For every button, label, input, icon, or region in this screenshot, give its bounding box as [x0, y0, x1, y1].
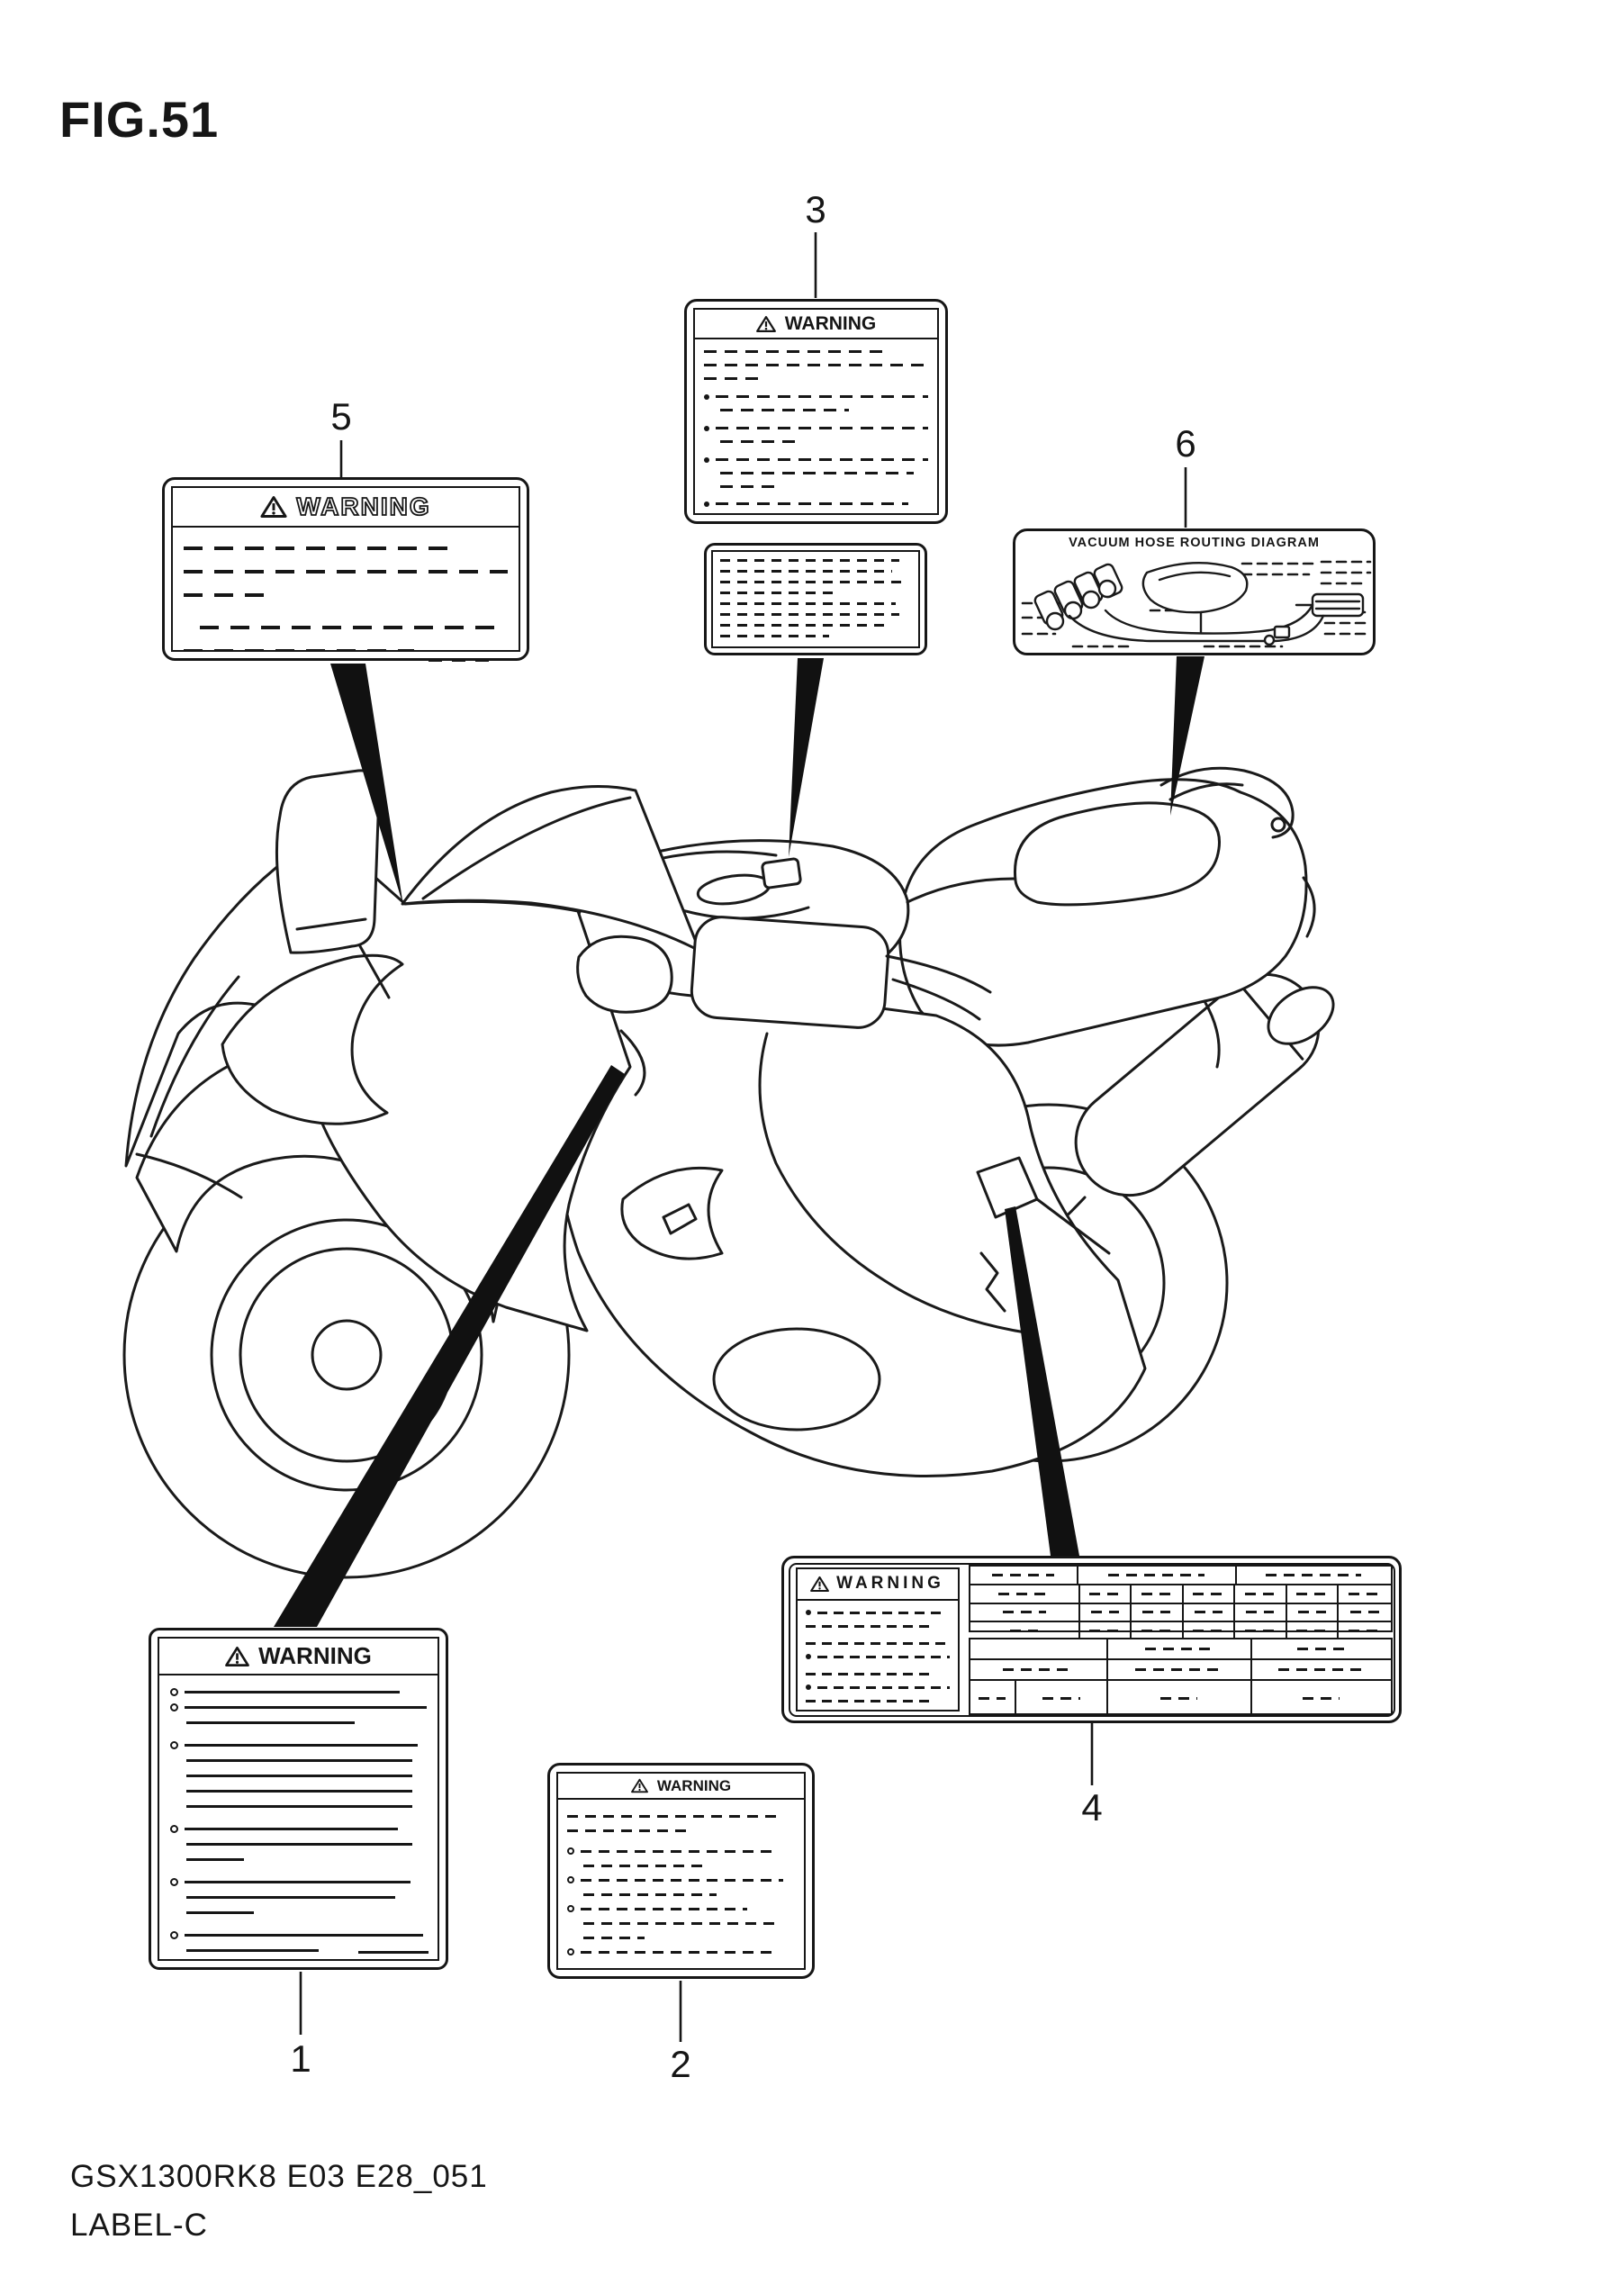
warning-label-4: [781, 1556, 1402, 1723]
warning-panel: [796, 1567, 960, 1711]
callout-number-1: 1: [290, 2037, 311, 2080]
warning-title: WARNING: [656, 1776, 732, 1794]
redacted-text-rows: [798, 1601, 958, 1710]
spec-table-lower: [969, 1638, 1393, 1715]
footer-part-code: GSX1300RK8 E03 E28_051: [70, 2159, 488, 2194]
label-corner-line: [358, 1951, 429, 1954]
warning-label-2: [547, 1763, 815, 1979]
callout-number-5: 5: [330, 395, 352, 438]
warning-header: [695, 310, 937, 339]
warning-header: [173, 488, 519, 528]
spec-table-upper: [969, 1565, 1393, 1632]
callout-number-4: 4: [1081, 1786, 1103, 1829]
warning-label-3: [684, 299, 948, 524]
warning-header: [798, 1569, 958, 1601]
warning-label-1: [149, 1628, 448, 1970]
motorcycle-line-art: [124, 768, 1344, 1577]
vacuum-hose-diagram: [1015, 553, 1375, 654]
label-corner-dashes: [429, 658, 497, 662]
warning-sublabel-3: [704, 543, 927, 655]
callout-number-6: 6: [1175, 422, 1196, 465]
callout-number-2: 2: [670, 2043, 691, 2085]
warning-triangle-icon: [260, 495, 287, 519]
callout-number-3: 3: [805, 188, 826, 230]
vacuum-hose-title: VACUUM HOSE ROUTING DIAGRAM: [1069, 536, 1320, 550]
figure-title: FIG.51: [59, 91, 220, 148]
vacuum-hose-routing-label-6: [1013, 528, 1376, 655]
warning-header: [558, 1774, 804, 1800]
warning-label-5: [162, 477, 529, 661]
redacted-text-rows: [159, 1675, 438, 1959]
warning-title: WARNING: [836, 1574, 944, 1593]
warning-title: WARNING: [258, 1642, 372, 1669]
redacted-text-rows: [558, 1800, 804, 1968]
warning-triangle-icon: [810, 1576, 829, 1593]
footer-figure-name: LABEL-C: [70, 2208, 208, 2243]
redacted-text-rows: [173, 528, 519, 650]
warning-header: [159, 1639, 438, 1675]
warning-triangle-icon: [631, 1778, 648, 1793]
warning-triangle-icon: [756, 315, 776, 333]
warning-title: WARNING: [296, 492, 431, 520]
redacted-text-rows: [695, 339, 937, 513]
redacted-text-rows: [713, 552, 918, 646]
leader-wedge-3: [789, 658, 824, 857]
warning-title: WARNING: [784, 312, 877, 334]
warning-triangle-icon: [225, 1646, 249, 1667]
label-corner-dashes: [878, 521, 930, 524]
